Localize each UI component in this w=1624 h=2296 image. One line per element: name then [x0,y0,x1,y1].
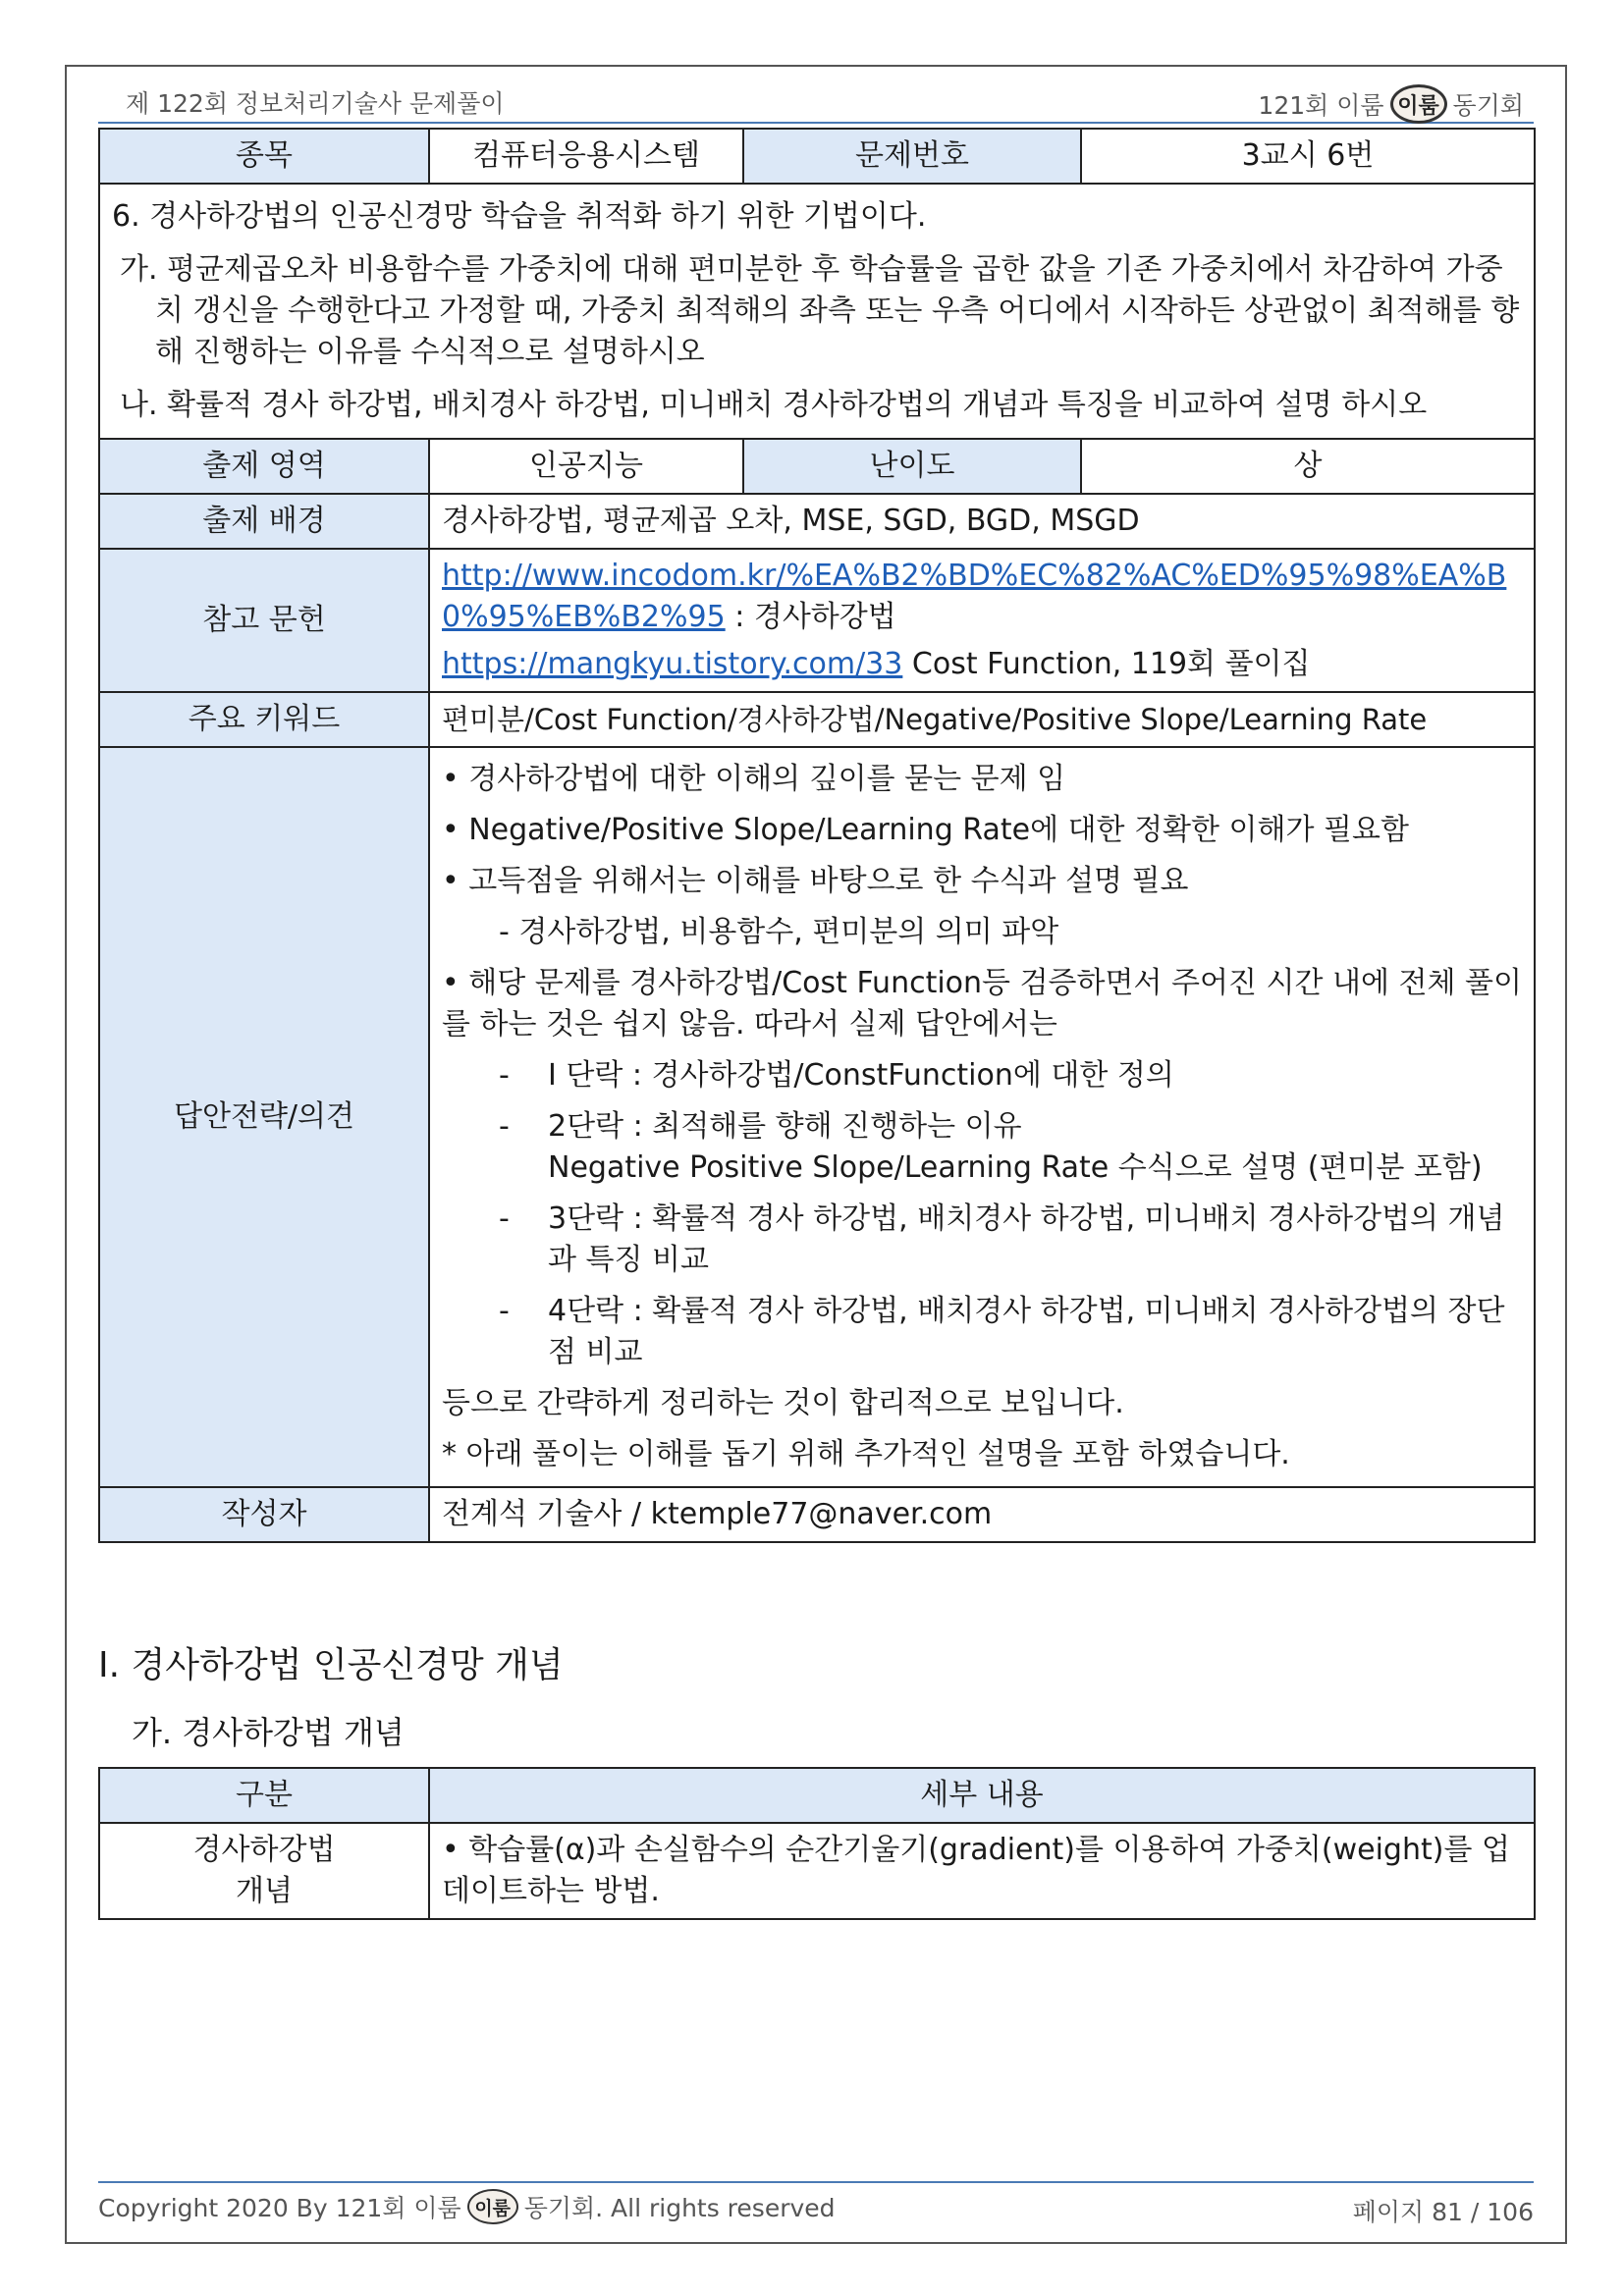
strategy-label: 답안전략/의견 [99,747,429,1487]
reference-2 [442,638,1522,685]
strategy-step-4: - 4단락 : 확률적 경사 하강법, 배치경사 하강법, 미니배치 경사하강법의 장단점 비교 [499,1294,1505,1369]
footer-copyright: Copyright 2020 By 121회 이룸 이룸 동기회. All rights reserved [98,2189,836,2224]
author-value: 전계석 기술사 / ktemple77@naver.com [429,1487,1535,1542]
concept-col-header-1: 구분 [99,1768,429,1823]
strategy-note: * 아래 풀이는 이해를 돕기 위해 추가적인 설명을 포함 하였습니다. [442,1437,1290,1471]
category-value: 컴퓨터응용시스템 [429,129,743,184]
reference-desc-2: Cost Function, 119회 풀이집 [902,647,1311,681]
page-number: 페이지 81 / 106 [1352,2198,1534,2226]
question-no-label: 문제번호 [743,129,1081,184]
header-group-suffix: 동기회 [1452,91,1524,120]
page-header [98,79,1534,124]
area-label: 출제 영역 [99,439,429,494]
author-label: 작성자 [99,1487,429,1542]
reference-1 [442,556,1522,638]
strategy-bullet-3-sub: - 경사하강법, 비용함수, 편미분의 의미 파악 [499,915,1059,949]
keyword-label: 주요 키워드 [99,692,429,747]
reference-cell [429,549,1535,692]
reference-desc-1: : 경사하강법 [725,600,896,634]
iroom-logo-small-icon: 이룸 [467,2189,518,2224]
question-info-table [98,128,1536,1543]
strategy-bullet-2: • Negative/Positive Slope/Learning Rate에 대한 정확한 이해가 필요함 [442,813,1409,847]
strategy-step-2: - 2단락 : 최적해를 향해 진행하는 이유 Negative Positive Slope/Learning Rate 수식으로 설명 (편미분 포함) [499,1109,1483,1185]
background-value: 경사하강법, 평균제곱 오차, MSE, SGD, BGD, MSGD [429,494,1535,549]
category-label: 종목 [99,129,429,184]
header-right [1258,84,1524,124]
reference-link-1[interactable]: http://www.incodom.kr/%EA%B2%BD%EC%82%AC%ED%95%98%EA%B0%95%EB%B2%95 [442,559,1507,634]
background-label: 출제 배경 [99,494,429,549]
concept-table [98,1767,1536,1920]
page-footer [98,2181,1534,2228]
question-part-b: 나. 확률적 경사 하강법, 배치경사 하강법, 미니배치 경사하강법의 개념과 특징을 비교하여 설명 하시오 [120,388,1428,422]
difficulty-value: 상 [1081,439,1535,494]
concept-col-header-2: 세부 내용 [429,1768,1535,1823]
strategy-bullet-3: • 고득점을 위해서는 이해를 바탕으로 한 수식과 설명 필요 [442,864,1189,898]
concept-row-text: • 학습률(α)과 손실함수의 순간기울기(gradient)를 이용하여 가중치(weight)를 업데이트하는 방법. [429,1823,1535,1919]
iroom-logo-icon: 이룸 [1390,84,1447,124]
strategy-step-3: - 3단락 : 확률적 경사 하강법, 배치경사 하강법, 미니배치 경사하강법의 개념과 특징 비교 [499,1201,1505,1277]
section-1-title: I. 경사하강법 인공신경망 개념 [98,1645,564,1685]
strategy-closing: 등으로 간략하게 정리하는 것이 합리적으로 보입니다. [442,1386,1124,1420]
keyword-value: 편미분/Cost Function/경사하강법/Negative/Positive Slope/Learning Rate [429,692,1535,747]
strategy-step-1: - I 단락 : 경사하강법/ConstFunction에 대한 정의 [499,1058,1174,1093]
area-value: 인공지능 [429,439,743,494]
reference-link-2[interactable]: https://mangkyu.tistory.com/33 [442,647,903,681]
question-title: 6. 경사하강법의 인공신경망 학습을 취적화 하기 위한 기법이다. [112,199,927,234]
question-text-cell [99,184,1535,439]
header-title: 제 122회 정보처리기술사 문제풀이 [126,89,505,118]
header-group: 121회 이룸 [1258,91,1384,120]
strategy-bullet-4: • 해당 문제를 경사하강법/Cost Function등 검증하면서 주어진 시간 내에 전체 풀이를 하는 것은 쉽지 않음. 따라서 실제 답안에서는 [442,966,1522,1041]
strategy-cell [429,747,1535,1487]
section-2-title: 가. 경사하강법 개념 [132,1714,405,1751]
difficulty-label: 난이도 [743,439,1081,494]
strategy-bullet-1: • 경사하강법에 대한 이해의 깊이를 묻는 문제 임 [442,762,1066,796]
question-part-a: 가. 평균제곱오차 비용함수를 가중치에 대해 편미분한 후 학습률을 곱한 값을 기존 가중치에서 차감하여 가중치 갱신을 수행한다고 가정할 때, 가중치 최적해의 좌측 또는 우측 어디에서 시작하든 상관없이 최적해를 향해 진행하는 이유를 수식적으로 설명하시오 [120,252,1520,369]
question-no-value: 3교시 6번 [1081,129,1535,184]
concept-row-label: 경사하강법 개념 [99,1823,429,1919]
reference-label: 참고 문헌 [99,549,429,692]
